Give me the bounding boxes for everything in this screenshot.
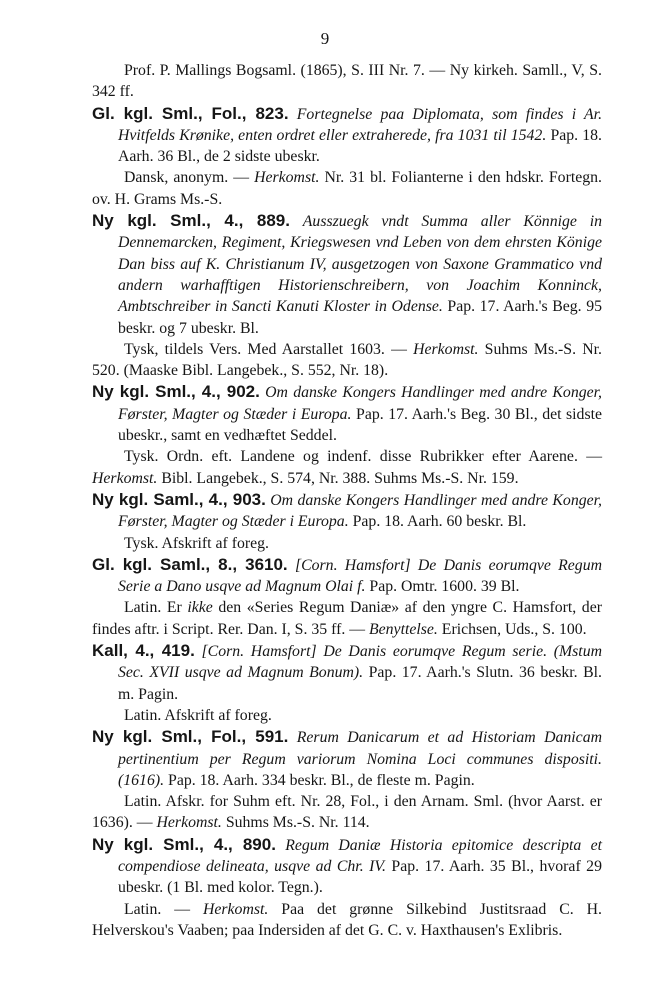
text-run: Nr. 31 bl. Folianterne i den hdskr. Fortegn. ov. H. Grams Ms.-S. [92, 169, 602, 208]
entry-note [92, 791, 602, 834]
entry-note [92, 533, 602, 554]
text-run: Suhms Ms.-S. Nr. 520. (Maaske Bibl. Langebek., S. 552, Nr. 18). [92, 340, 602, 380]
field-label: Herkomst. [92, 469, 158, 487]
text-run [289, 106, 297, 123]
text-run: Pap. 17. Aarh.'s Beg. 95 beskr. og 7 ubeskr. Bl. [118, 298, 602, 337]
text-run: Tysk, tildels Vers. Med Aarstallet 1603. — [124, 340, 414, 358]
shelfmark: Gl. kgl. Sml., Fol., 823. [92, 103, 289, 123]
text-run: Latin. Afskr. for Suhm eft. Nr. 28, Fol., i den Arnam. Sml. (hvor Aarst. er 1636). — [92, 793, 602, 832]
text-run: Tysk. Afskrift af foreg. [124, 534, 269, 552]
text-run: Pap. 17. Aarh.'s Beg. 30 Bl., det sidste ubeskr., samt en vedhæftet Seddel. [118, 405, 602, 445]
manuscript-title: Om danske Kongers Handlinger med andre Konger, Førster, Magter og Stæder i Europa. [118, 491, 602, 531]
entry-note [92, 446, 602, 489]
entry-note [92, 60, 602, 103]
text-run: Pap. 17. Aarh. 35 Bl., hvoraf 29 ubeskr. (1 Bl. med kolor. Tegn.). [118, 857, 602, 897]
text-run: Pap. 17. Aarh.'s Slutn. 36 beskr. Bl. m. Pagin. [118, 664, 602, 703]
page-number: 9 [320, 29, 330, 48]
text-run [288, 729, 296, 746]
catalogue-entry [92, 726, 602, 791]
text-run: Paa det grønne Silkebind Justitsraad C. H. Helverskou's Vaaben; paa Indersiden af det G. C. v. Haxthausen's Exlibris. [92, 900, 602, 939]
entry-note [92, 705, 602, 726]
field-label: Herkomst. [202, 900, 269, 918]
text-run: Latin. Afskrift af foreg. [124, 706, 272, 724]
catalogue-entry [92, 834, 602, 899]
entry-note [92, 339, 602, 382]
shelfmark: Ny kgl. Sml., 4., 890. [92, 834, 276, 854]
manuscript-title: [Corn. Hamsfort] De Danis eorumqve Regum serie. (Mstum Sec. XVII usqve ad Magnum Bonum). [118, 643, 603, 682]
catalogue-entry [92, 381, 602, 446]
text-run: Latin. — [124, 900, 203, 918]
text-run: Pap. 18. Aarh. 60 beskr. Bl. [348, 513, 527, 531]
text-run: Bibl. Langebek., S. 574, Nr. 388. Suhms Ms.-S. Nr. 159. [157, 469, 519, 487]
text-run [290, 213, 303, 230]
manuscript-title: Om danske Kongers Handlinger med andre Konger, Førster, Magter og Stæder i Europa. [118, 384, 602, 423]
catalogue-entry [92, 210, 602, 339]
catalogue-entry [92, 103, 602, 168]
text-run: Pap. Omtr. 1600. 39 Bl. [365, 578, 520, 596]
text-run [288, 557, 295, 574]
catalogue-entry [92, 640, 602, 705]
text-run: Pap. 18. Aarh. 334 beskr. Bl., de fleste m. Pagin. [164, 771, 475, 789]
emphasis: ikke [187, 599, 213, 617]
text-run: Erichsen, Uds., S. 100. [437, 620, 587, 638]
manuscript-title: Regum Daniæ Historia epitomice descripta et compendiose delineata, usqve ad Chr. IV. [118, 836, 602, 875]
shelfmark: Ny kgl. Sml., Fol., 591. [92, 727, 289, 747]
text-run: Prof. P. Mallings Bogsaml. (1865), S. III Nr. 7. — Ny kirkeh. Samll., V, S. 342 ff. [92, 62, 602, 101]
text-run: den «Series Regum Daniæ» af den yngre C. Hamsfort, der findes aftr. i Script. Rer. Dan. I, S. 35 ff. — [92, 599, 602, 638]
entry-note [92, 597, 602, 640]
field-label: Herkomst. [254, 169, 320, 187]
field-label: Benyttelse. [369, 620, 438, 638]
text-run: Suhms Ms.-S. Nr. 114. [221, 814, 370, 832]
manuscript-title: Fortegnelse paa Diplomata, som findes i Ar. Hvitfelds Krønike, enten ordret eller extraherede, fra 1031 til 1542. [118, 105, 603, 144]
manuscript-title: Rerum Danicarum et ad Historiam Danicam pertinentium per Regum variorum Nomina Loci communes dispositi. (1616). [118, 729, 603, 789]
entry-note [92, 899, 602, 942]
field-label: Herkomst. [413, 340, 479, 358]
shelfmark: Gl. kgl. Saml., 8., 3610. [92, 554, 288, 574]
field-label: Herkomst. [156, 814, 222, 832]
entry-note [92, 167, 602, 210]
shelfmark: Kall, 4., 419. [92, 641, 195, 661]
shelfmark: Ny kgl. Saml., 4., 903. [92, 489, 266, 509]
text-run: Dansk, anonym. — [124, 169, 255, 187]
shelfmark: Ny kgl. Sml., 4., 889. [92, 211, 290, 231]
text-run [276, 837, 285, 854]
catalogue-entry [92, 554, 602, 598]
manuscript-title: Ausszuegk vndt Summa aller Könnige in Dennemarcken, Regiment, Kriegswesen vnd Leben von dem ehrsten Könige Dan biss auf K. Christianum IV, ausgetzogen von Saxone Grammatico vnd andern warhafftigen Historienschreibern, von Joachim Konninck, Ambtschreiber in Sancti Kanuti Kloster in Odense. [118, 213, 602, 316]
text-run: Tysk. Ordn. eft. Landene og indenf. disse Rubrikker efter Aarene. — [124, 448, 602, 466]
text-run: Pap. 18. Aarh. 36 Bl., de 2 sidste ubeskr. [118, 126, 602, 166]
catalogue-text [92, 60, 602, 941]
shelfmark: Ny kgl. Sml., 4., 902. [92, 382, 260, 402]
manuscript-title: [Corn. Hamsfort] De Danis eorumqve Regum Serie a Dano usqve ad Magnum Olai f. [118, 556, 603, 596]
text-run: Latin. Er [124, 599, 188, 617]
text-run [195, 643, 202, 660]
catalogue-entry [92, 489, 602, 533]
